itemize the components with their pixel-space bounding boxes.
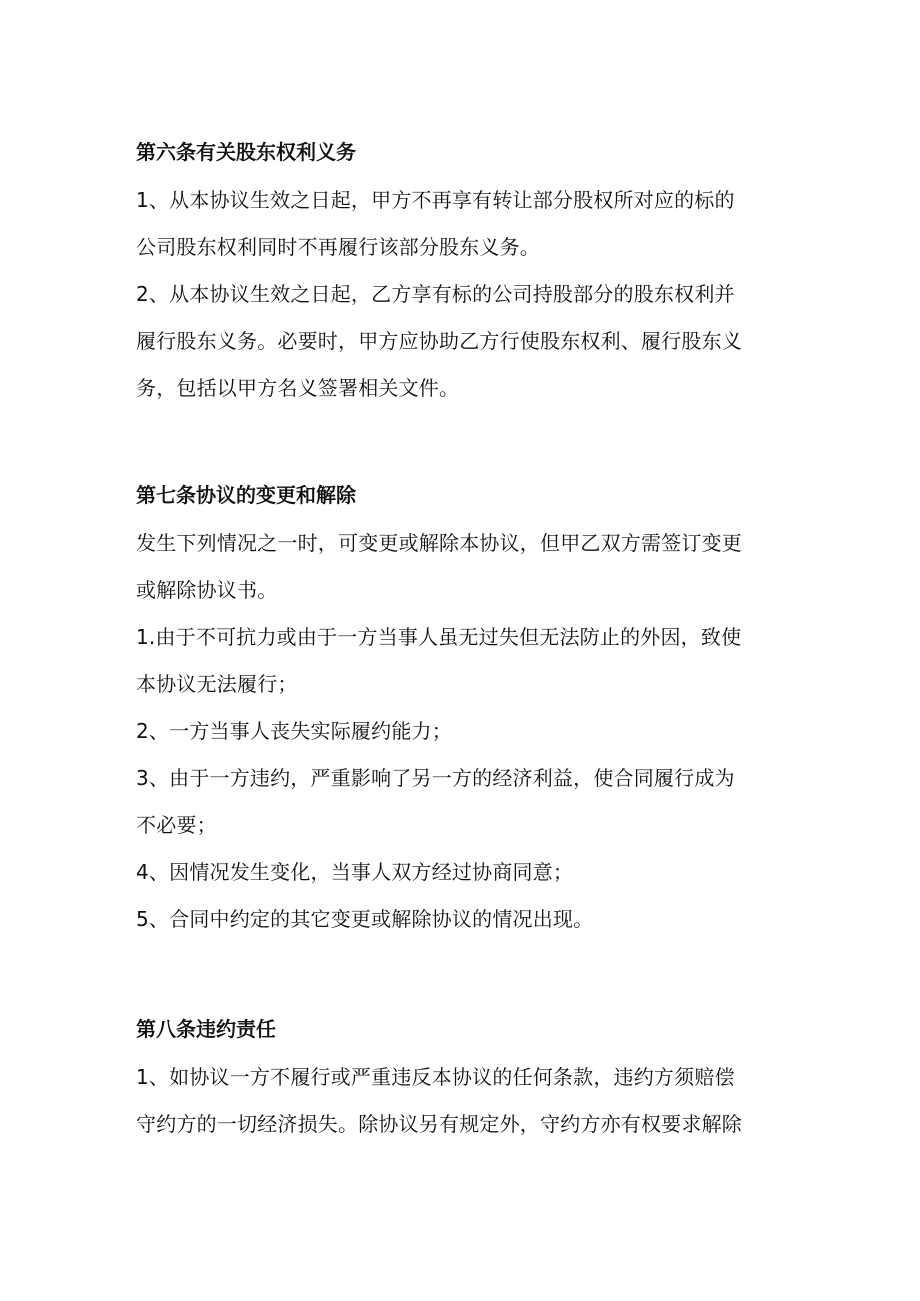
text-line: 1、从本协议生效之日起，甲方不再享有转让部分股权所对应的标的 <box>136 188 735 212</box>
paragraph <box>136 755 796 849</box>
text-line: 4、因情况发生变化，当事人双方经过协商同意； <box>136 860 574 884</box>
text-line: 发生下列情况之一时，可变更或解除本协议，但甲乙双方需签订变更 <box>136 531 742 555</box>
paragraph <box>136 520 796 614</box>
text-line: 1、如协议一方不履行或严重违反本协议的任何条款，违约方须赔偿 <box>136 1065 735 1089</box>
text-line: 5、合同中约定的其它变更或解除协议的情况出现。 <box>136 907 594 931</box>
text-line: 守约方的一切经济损失。除协议另有规定外，守约方亦有权要求解除 <box>136 1112 742 1136</box>
paragraph <box>136 849 796 896</box>
paragraph <box>136 177 796 271</box>
paragraph <box>136 271 796 412</box>
section-article-8 <box>136 1014 796 1148</box>
text-line: 或解除协议书。 <box>136 578 278 602</box>
text-line: 本协议无法履行； <box>136 672 298 696</box>
section-article-7 <box>136 480 796 943</box>
section-heading: 第六条有关股东权利义务 <box>136 140 356 164</box>
paragraph <box>136 896 796 943</box>
section-heading: 第八条违约责任 <box>136 1017 276 1041</box>
section-heading: 第七条协议的变更和解除 <box>136 483 356 507</box>
text-line: 3、由于一方违约，严重影响了另一方的经济利益，使合同履行成为 <box>136 766 735 790</box>
text-line: 2、从本协议生效之日起，乙方享有标的公司持股部分的股东权利并 <box>136 282 735 306</box>
text-line: 务，包括以甲方名义签署相关文件。 <box>136 376 460 400</box>
paragraph <box>136 708 796 755</box>
text-line: 公司股东权利同时不再履行该部分股东义务。 <box>136 235 540 259</box>
text-line: 履行股东义务。必要时，甲方应协助乙方行使股东权利、履行股东义 <box>136 329 742 353</box>
paragraph <box>136 614 796 708</box>
text-line: 2、一方当事人丧失实际履约能力； <box>136 719 452 743</box>
text-line: 不必要； <box>136 813 217 837</box>
paragraph <box>136 1054 796 1148</box>
text-line: 1.由于不可抗力或由于一方当事人虽无过失但无法防止的外因，致使 <box>136 625 742 649</box>
section-article-6 <box>136 137 796 412</box>
